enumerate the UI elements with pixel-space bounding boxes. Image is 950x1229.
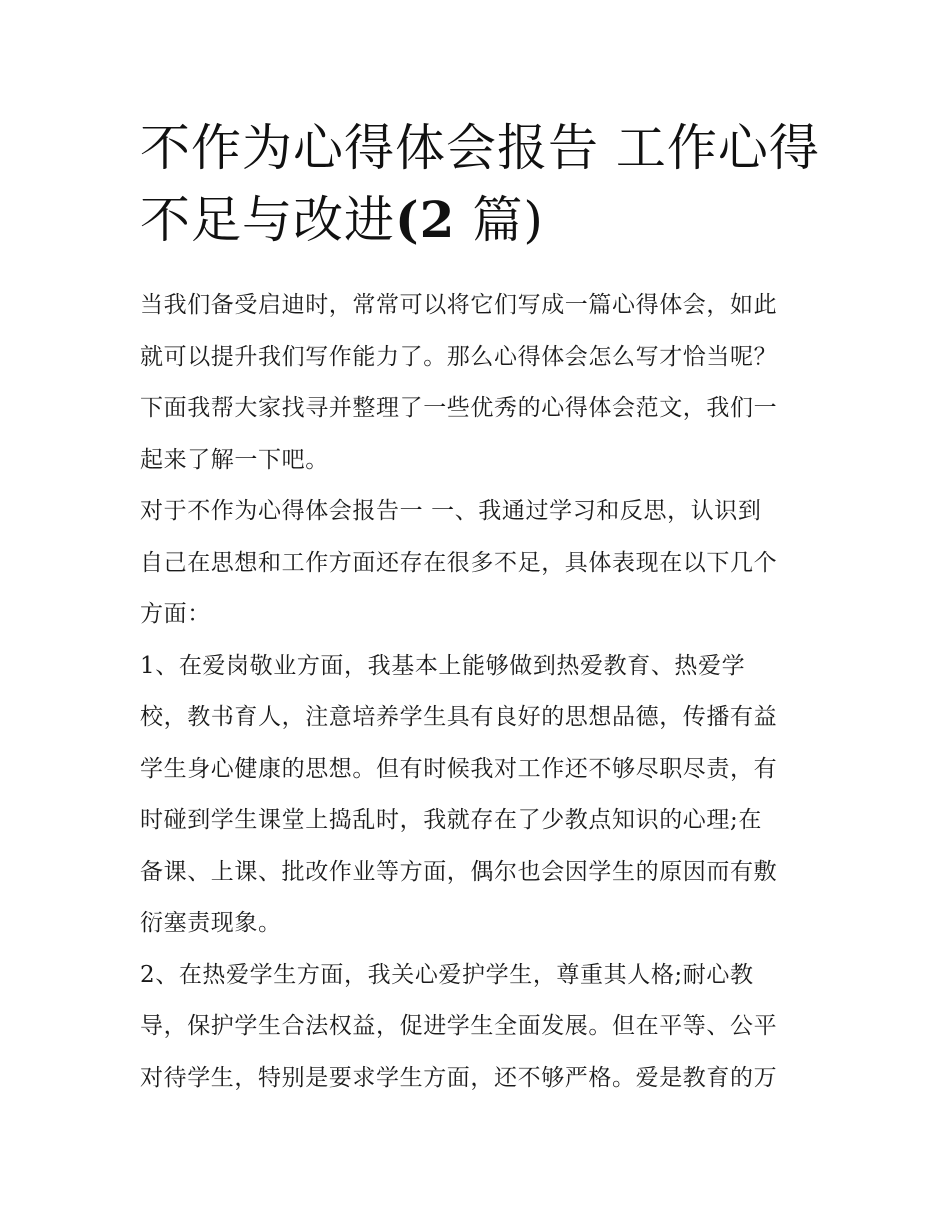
text-line: 校，教书育人，注意培养学生具有良好的思想品德，传播有益 [140, 704, 778, 730]
text-line: 时碰到学生课堂上捣乱时，我就存在了少教点知识的心理;在 [140, 807, 762, 833]
text-line: 导，保护学生合法权益，促进学生全面发展。但在平等、公平 [140, 1013, 778, 1039]
text-line: 2、在热爱学生方面，我关心爱护学生，尊重其人格;耐心教 [140, 961, 754, 988]
text-line: 下面我帮大家找寻并整理了一些优秀的心得体会范文，我们一 [140, 395, 778, 421]
paragraph-section-1-heading [140, 486, 820, 641]
text-line: 衍塞责现象。 [140, 910, 282, 936]
text-line: 备课、上课、批改作业等方面，偶尔也会因学生的原因而有敷 [140, 858, 778, 885]
text-line: 学生身心健康的思想。但有时候我对工作还不够尽职尽责，有 [140, 755, 778, 782]
text-line: 对于不作为心得体会报告一 一、我通过学习和反思，认识到 [140, 498, 762, 524]
text-line: 起来了解一下吧。 [140, 446, 329, 473]
title-line-2 [140, 184, 830, 256]
text-line: 1、在爱岗敬业方面，我基本上能够做到热爱教育、热爱学 [140, 652, 746, 679]
text-line: 就可以提升我们写作能力了。那么心得体会怎么写才恰当呢？ [140, 343, 778, 370]
paragraph-item-1 [140, 641, 820, 950]
text-line: 自己在思想和工作方面还存在很多不足，具体表现在以下几个 [140, 549, 778, 576]
title-count-number: (2 [395, 190, 456, 249]
title-count-suffix: 篇) [455, 191, 544, 249]
paragraph-item-2 [140, 950, 820, 1105]
text-line: 当我们备受启迪时，常常可以将它们写成一篇心得体会，如此 [140, 292, 778, 318]
text-line: 方面： [140, 601, 211, 627]
title-line-2-text: 不足与改进 [140, 191, 395, 249]
paragraph-intro [140, 280, 820, 486]
document-body [140, 280, 820, 1104]
text-line: 对待学生，特别是要求学生方面，还不够严格。爱是教育的万 [140, 1064, 778, 1091]
document-title [140, 112, 830, 256]
title-line-1: 不作为心得体会报告 工作心得 [140, 119, 820, 177]
